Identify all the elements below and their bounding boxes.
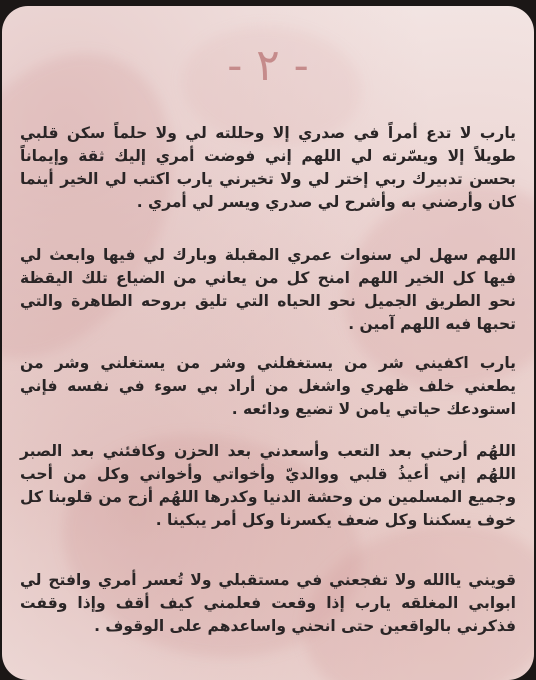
page-card <box>2 6 534 680</box>
prayer-paragraph-3: يارب اكفيني شر من يستغفلني وشر من يستغلني وشر من يطعني خلف ظهري واشغل من أراد بي سوء في نفسه فإني استودعك حياتي يامن لا تضيع ودائعه . <box>20 354 516 418</box>
prayer-paragraph-4: اللهُم أرحني بعد التعب وأسعدني بعد الحزن وكافئني بعد الصبر اللهُم إني أعيذُ قلبي ووالديّ وأخواتي وأخواني وكل من أحب وجميع المسلمين من وحشة الدنيا وكدرها اللهُم أزح من قلوبنا كل خوف يسكننا وكل ضعف يكسرنا وكل أمر يبكينا . <box>20 442 516 529</box>
prayer-paragraph-5: قويني ياالله ولا تفجعني في مستقبلي ولا تُعسر أمري وافتح لي ابوابي المغلقه يارب إذا وقعت فعلمني كيف أقف وإذا وقفت فذكرني بالواقعين حتى انحني واساعدهم على الوقوف . <box>20 571 516 635</box>
page-number-heading: - ٢ - <box>227 40 309 91</box>
prayer-paragraph-1: يارب لا تدع أمراً في صدري إلا وحللته لي ولا حلماً سكن قلبي طويلاً إلا ويسّرته لي اللهم إني فوضت أمري إليك ثقة وإيماناً بحسن تدبيرك ربي إختر لي ولا تخيرني يارب اكتب لي الخير أينما كان وأرضني به وأشرح لي صدري ويسر لي أمري . <box>20 124 516 211</box>
prayer-paragraph-2: اللهم سهل لي سنوات عمري المقبلة وبارك لي فيها وابعث لي فيها كل الخير اللهم امنح كل من يعاني من الضياع تلك اليقظة نحو الطريق الجميل نحو الحياه التي تليق بروحه الطاهرة والتي تحبها فيه اللهم آمين . <box>20 246 516 333</box>
page-content <box>2 6 534 680</box>
